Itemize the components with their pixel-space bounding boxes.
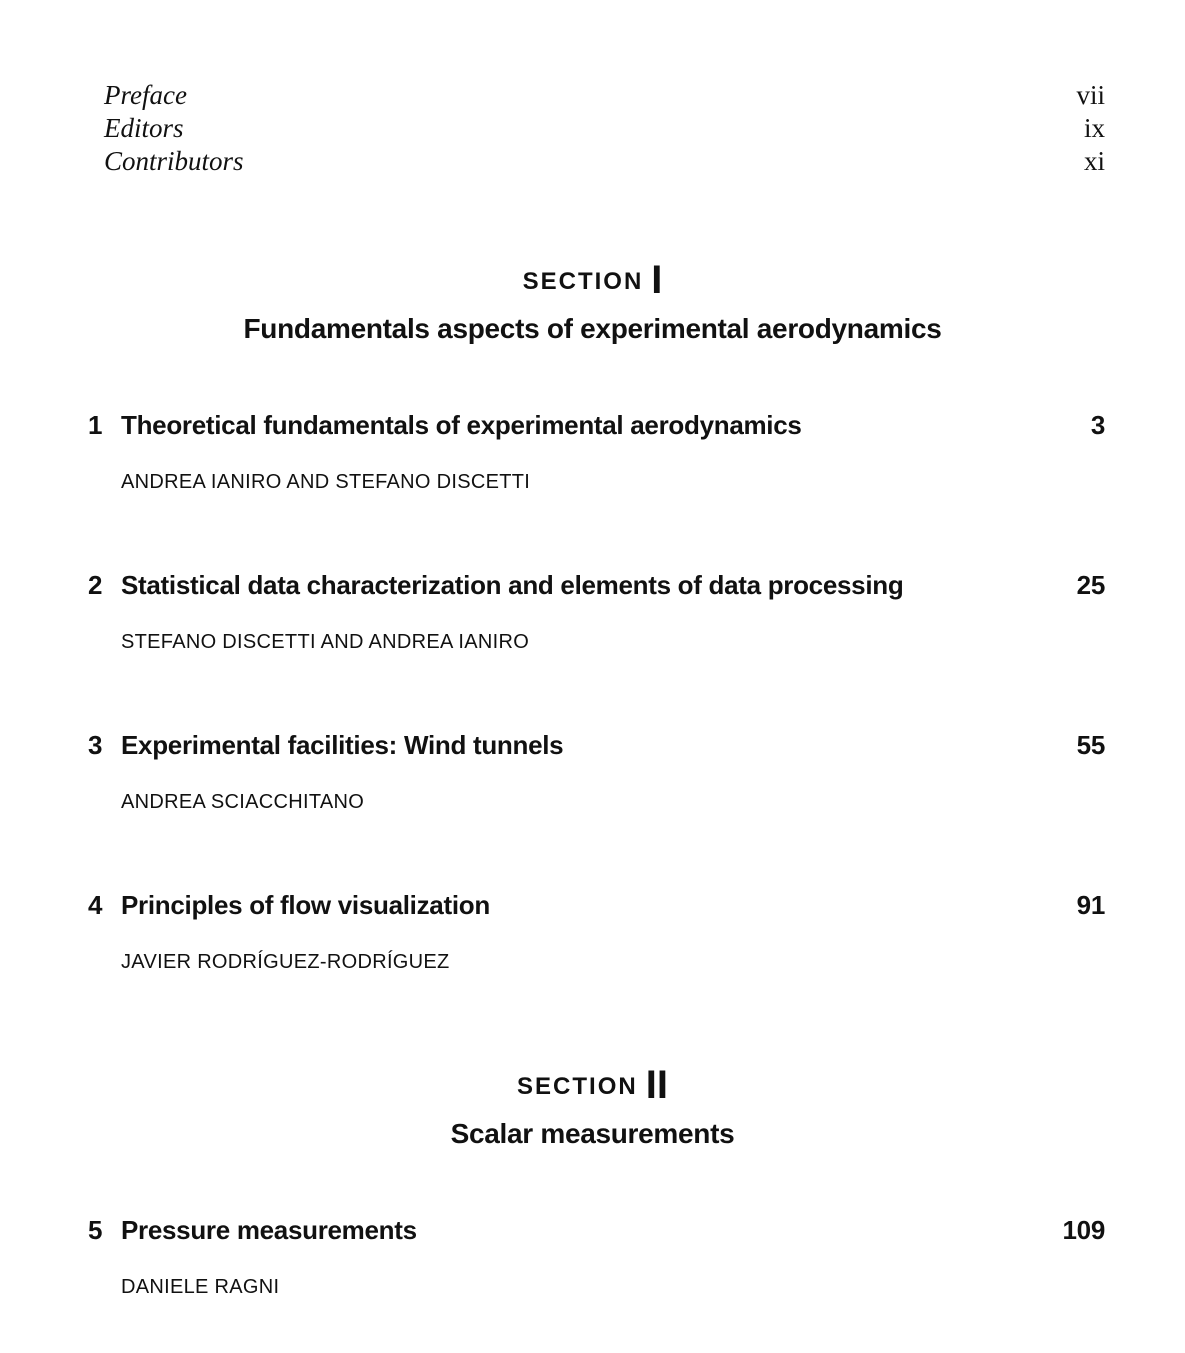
- chapter-authors: STEFANO DISCETTI AND ANDREA IANIRO: [121, 631, 530, 653]
- section-numeral: I: [651, 258, 663, 302]
- chapter-authors: JAVIER RODRÍGUEZ-RODRÍGUEZ: [121, 951, 450, 973]
- front-matter-entry-preface: [104, 80, 1105, 113]
- chapter-page: 109: [1062, 1215, 1105, 1245]
- section-subtitle: Scalar measurements: [450, 1118, 735, 1149]
- chapter-title: Pressure measurements: [121, 1215, 417, 1245]
- chapter-number: 5: [88, 1215, 103, 1245]
- chapter-title: Statistical data characterization and elements of data processing: [121, 570, 904, 600]
- section-subtitle: Fundamentals aspects of experimental aerodynamics: [243, 313, 942, 344]
- chapter-page: 3: [1090, 410, 1105, 440]
- chapter-entry-5: [88, 1215, 1105, 1299]
- front-matter-entry-contributors: [104, 146, 1105, 179]
- chapter-page: 55: [1076, 730, 1105, 760]
- chapter-entry-4: [88, 890, 1105, 974]
- chapter-entry-2: [88, 570, 1105, 654]
- front-matter-title: Contributors: [104, 146, 244, 176]
- section-heading-2: [0, 1063, 1185, 1150]
- chapter-authors: DANIELE RAGNI: [121, 1276, 280, 1298]
- front-matter-title: Preface: [104, 80, 187, 110]
- front-matter-list: [104, 80, 1105, 179]
- chapter-number: 3: [88, 730, 103, 760]
- section-numeral: II: [645, 1063, 668, 1107]
- front-matter-page: xi: [1083, 146, 1105, 176]
- section-heading-1: [0, 258, 1185, 345]
- front-matter-page: vii: [1076, 80, 1105, 110]
- chapter-number: 2: [88, 570, 103, 600]
- chapter-number: 4: [88, 890, 103, 920]
- section-label: SECTION: [522, 268, 644, 295]
- front-matter-title: Editors: [104, 113, 184, 143]
- section-label: SECTION: [517, 1073, 638, 1100]
- chapter-page: 25: [1076, 570, 1105, 600]
- chapter-title: Experimental facilities: Wind tunnels: [121, 730, 564, 760]
- chapter-title: Principles of flow visualization: [121, 890, 490, 920]
- chapter-number: 1: [88, 410, 103, 440]
- chapter-authors: ANDREA SCIACCHITANO: [121, 791, 365, 813]
- front-matter-entry-editors: [104, 113, 1105, 146]
- chapter-entry-3: [88, 730, 1105, 814]
- chapter-entry-1: [88, 410, 1105, 494]
- chapter-page: 91: [1076, 890, 1105, 920]
- chapter-title: Theoretical fundamentals of experimental aerodynamics: [121, 410, 802, 440]
- front-matter-page: ix: [1083, 113, 1105, 143]
- chapter-authors: ANDREA IANIRO AND STEFANO DISCETTI: [121, 471, 531, 493]
